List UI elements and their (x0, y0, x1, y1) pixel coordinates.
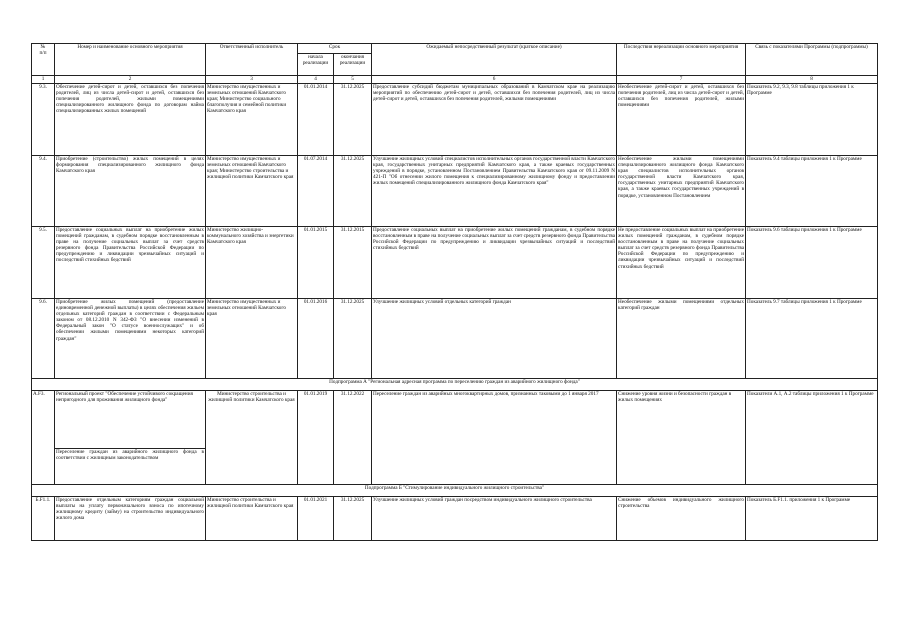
row-end: 31.12.2015 (334, 227, 372, 299)
header-term: Срок (298, 44, 372, 54)
row-start: 01.01.2019 (298, 391, 334, 485)
row-name: Региональный проект "Обеспечение устойчивого сокращения непригодного для проживания жилищного фонда" (55, 391, 206, 449)
row-result: Улучшение жилищных условий граждан посредством индивидуального жилищного строительства (372, 497, 617, 541)
row-num: 9.3. (32, 84, 55, 156)
row-consequences: Необеспечение детей-сирот и детей, оставшихся без попечения родителей, лиц из числа детей-сирот и детей, оставшихся без попечения родителей, жилыми помещениями (617, 84, 746, 156)
row-consequences: Необеспечение жилыми помещениями отдельных категорий граждан (617, 299, 746, 379)
row-executor: Министерство строительства и жилищной политики Камчатского края (206, 391, 298, 485)
table-row (32, 84, 878, 156)
row-name-secondary: Переселение граждан из аварийного жилищного фонда в соответствии с жилищным законодательством (55, 449, 206, 485)
row-executor: Министерство строительства и жилищной политики Камчатского края (206, 497, 298, 541)
row-start: 01.01.2014 (298, 84, 334, 156)
subprogram-b-row (32, 485, 878, 497)
table-row (32, 497, 878, 541)
header-result: Ожидаемый непосредственный результат (краткое описание) (372, 44, 617, 76)
row-executor: Министерство имущественных и земельных отношений Камчатского края; Министерство социального благополучия и семейной политики Камчатского края (206, 84, 298, 156)
row-link: Показатель 9.7 таблицы приложения 1 к Программе (746, 299, 878, 379)
row-num: А.F3. (32, 391, 55, 485)
col-number: 2 (55, 76, 206, 84)
row-name: Предоставление социальных выплат на приобретение жилых помещений гражданам, в судебном порядке восстановленным в праве на получение социальных выплат за счет средств резервного фонда Правительства Российской Федерации по предупреждению и ликвидации чрезвычайных ситуаций и последствий стихийных бедствий (55, 227, 206, 299)
row-start: 01.07.2014 (298, 156, 334, 227)
col-number: 7 (617, 76, 746, 84)
row-consequences: Необеспечение жилыми помещениями специализированного жилищного фонда Камчатского края специалистов исполнительных органов государственной власти Камчатского края, государственных унитарных предприятий Камчатского края, а также краевых государственных учреждений в порядке, установленном Постановлением (617, 156, 746, 227)
measures-table (31, 43, 878, 541)
row-start: 01.01.2015 (298, 227, 334, 299)
header-start: начала реализации (298, 54, 334, 76)
row-executor: Министерство имущественных и земельных отношений Камчатского края (206, 299, 298, 379)
row-num: Б.F1.1. (32, 497, 55, 541)
row-end: 31.12.2025 (334, 299, 372, 379)
row-num: 9.4. (32, 156, 55, 227)
row-name: Приобретение (строительство) жилых помещений в целях формирования специализированного жилищного фонда Камчатского края (55, 156, 206, 227)
row-result: Предоставление социальных выплат на приобретение жилых помещений гражданам, в судебном порядке восстановленным в праве на получение социальных выплат за счет средств резервного фонда Правительства Российской Федерации по предупреждению и ликвидации чрезвычайных ситуаций и последствий стихийных бедствий (372, 227, 617, 299)
row-name: Приобретение жилых помещений (предоставление единовременной денежной выплаты) в целях обеспечения жильем отдельных категорий граждан в соответствии с Федеральным законом от 08.12.2010 N 342-ФЗ "О внесении изменений в Федеральный закон "О статусе военнослужащих" и об обеспечении жилыми помещениями некоторых категорий граждан" (55, 299, 206, 379)
row-end: 31.12.2025 (334, 156, 372, 227)
col-number: 5 (334, 76, 372, 84)
subprogram-b-title: Подпрограмма Б "Стимулирование индивидуального жилищного строительства" (32, 485, 878, 497)
header-row (32, 44, 878, 54)
header-executor: Ответственный исполнитель (206, 44, 298, 76)
row-link: Показатель Б.F1.1. приложения 1 к Программе (746, 497, 878, 541)
row-result: Переселение граждан из аварийных многоквартирных домов, признанных таковыми до 1 января 2017 (372, 391, 617, 485)
row-result: Улучшение жилищных условий специалистов исполнительных органов государственной власти Камчатского края, государственных унитарных предприятий Камчатского края, а также краевых государственных учреждений в порядке, установленном Постановлением Правительства Камчатского края от 09.11.2009 N 421-П "Об отнесении жилого помещения к специализированному жилищному фонду и предоставлении жилых помещений специализированного жилищного фонда Камчатского края" (372, 156, 617, 227)
row-link: Показатели А.1, А.2 таблицы приложения 1 к Программе (746, 391, 878, 485)
col-number: 8 (746, 76, 878, 84)
row-num: 9.6. (32, 299, 55, 379)
row-link: Показатель 9.2, 9.3, 9.8 таблицы приложения 1 к Программе (746, 84, 878, 156)
row-name: Обеспечение детей-сирот и детей, оставшихся без попечения родителей, лиц из числа детей-сирот и детей, оставшихся без попечения родителей, жилыми помещениями специализированного жилищного фонда по договорам найма специализированных жилых помещений (55, 84, 206, 156)
row-consequences: Снижение уровня жизни и безопасности граждан в жилых помещениях (617, 391, 746, 485)
subprogram-a-title: Подпрограмма А "Региональная адресная программа по переселению граждан из аварийного жилищного фонда" (32, 379, 878, 391)
header-consequences: Последствия нереализации основного мероприятия (617, 44, 746, 76)
row-end: 31.12.2022 (334, 391, 372, 485)
col-number: 1 (32, 76, 55, 84)
table-row (32, 391, 878, 449)
row-start: 01.01.2016 (298, 299, 334, 379)
table-row (32, 299, 878, 379)
row-consequences: Не предоставление социальных выплат на приобретение жилых помещений гражданам, в судебном порядке восстановленным в праве на получение социальных выплат за счет средств резервного фонда Правительства Российской Федерации по предупреждению и ликвидации чрезвычайных ситуаций и последствий стихийных бедствий (617, 227, 746, 299)
row-link: Показатель 9.4 таблицы приложения 1 к Программе (746, 156, 878, 227)
row-link: Показатель 9.6 таблицы приложения 1 к Программе (746, 227, 878, 299)
col-number: 6 (372, 76, 617, 84)
table-row (32, 156, 878, 227)
row-end: 31.12.2025 (334, 84, 372, 156)
col-number: 3 (206, 76, 298, 84)
header-link: Связь с показателями Программы (подпрограммы) (746, 44, 878, 76)
header-num: № п/п (32, 44, 55, 76)
header-end: окончания реализации (334, 54, 372, 76)
header-name: Номер и наименование основного мероприятия (55, 44, 206, 76)
row-name: Предоставление отдельным категориям граждан социальной выплаты на уплату первоначального взноса по ипотечному жилищному кредиту (займу) на строительство индивидуального жилого дома (55, 497, 206, 541)
table-row (32, 227, 878, 299)
row-result: Улучшение жилищных условий отдельных категорий граждан (372, 299, 617, 379)
row-executor: Министерство жилищно-коммунального хозяйства и энергетики Камчатского края (206, 227, 298, 299)
column-number-row (32, 76, 878, 84)
row-num: 9.5. (32, 227, 55, 299)
row-end: 31.12.2025 (334, 497, 372, 541)
col-number: 4 (298, 76, 334, 84)
row-executor: Министерство имущественных и земельных отношений Камчатского края; Министерство строительства и жилищной политики Камчатского края (206, 156, 298, 227)
row-result: Предоставление субсидий бюджетам муниципальных образований в Камчатском крае на реализацию мероприятий по обеспечению детей-сирот и детей, оставшихся без попечения родителей, лиц из числа детей-сирот и детей, оставшихся без попечения родителей, жилыми помещениями (372, 84, 617, 156)
row-consequences: Снижение объемов индивидуального жилищного строительства (617, 497, 746, 541)
row-start: 01.01.2021 (298, 497, 334, 541)
subprogram-a-row (32, 379, 878, 391)
